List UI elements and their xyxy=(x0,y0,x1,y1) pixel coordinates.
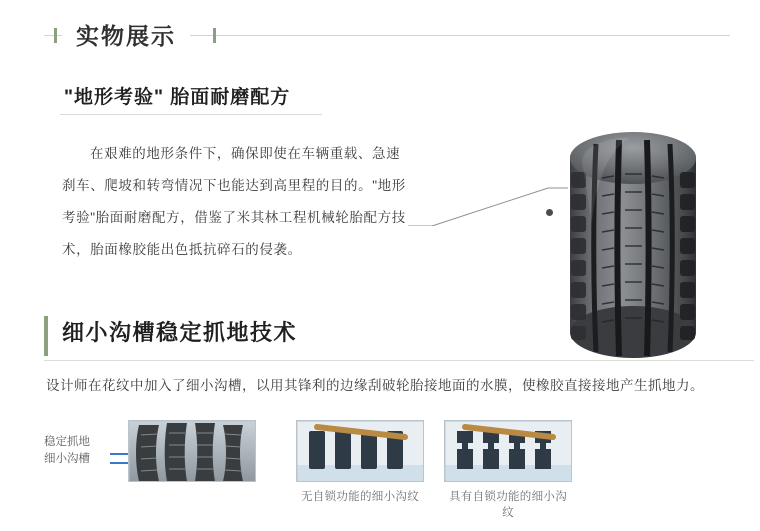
section1-body-text: 在艰难的地形条件下，确保即使在车辆重载、急速刹车、爬坡和转弯情况下也能达到高里程的目的。"地形考验"胎面耐磨配方，借鉴了米其林工程机械轮胎配方技术，胎面橡胶能出色抵抗碎石的侵袭。 xyxy=(62,146,406,257)
tread-pattern-locking-icon xyxy=(445,421,572,482)
figure-2-image-box xyxy=(296,420,424,482)
figure-left-label-line2: 细小沟槽 xyxy=(44,453,90,465)
figure-row xyxy=(44,420,756,525)
section1-title: "地形考验" 胎面耐磨配方 xyxy=(64,87,291,108)
figure-left-label-line1: 稳定抓地 xyxy=(44,436,90,448)
section1-underline xyxy=(60,114,322,115)
section2-accent-bar xyxy=(44,316,48,356)
header-tick-right xyxy=(213,28,216,43)
figure-1-image-box xyxy=(128,420,256,482)
page-title: 实物展示 xyxy=(76,22,176,49)
figure-left-label xyxy=(44,434,124,468)
section-tread-compound xyxy=(0,66,760,316)
section2-body-text: 设计师在花纹中加入了细小沟槽，以用其锋利的边缘刮破轮胎接地面的水膜，使橡胶直接接地产生抓地力。 xyxy=(46,378,704,393)
tread-pattern-plain-icon xyxy=(297,421,424,482)
figure-1 xyxy=(128,420,256,488)
section-fine-groove-tech xyxy=(0,308,760,531)
tread-pattern-closeup-icon xyxy=(129,421,256,482)
section-header xyxy=(0,14,760,58)
figure-2-caption: 无自锁功能的细小沟纹 xyxy=(301,491,419,503)
section2-title: 细小沟槽稳定抓地技术 xyxy=(62,320,298,345)
header-title-wrapper xyxy=(62,14,190,58)
callout-line-icon xyxy=(408,184,568,226)
figure-3-caption: 具有自锁功能的细小沟纹 xyxy=(449,491,567,519)
header-tick-left xyxy=(54,28,57,43)
figure-3 xyxy=(444,420,572,520)
figure-3-image-box xyxy=(444,420,572,482)
section2-underline xyxy=(44,360,754,361)
figure-2 xyxy=(296,420,424,504)
